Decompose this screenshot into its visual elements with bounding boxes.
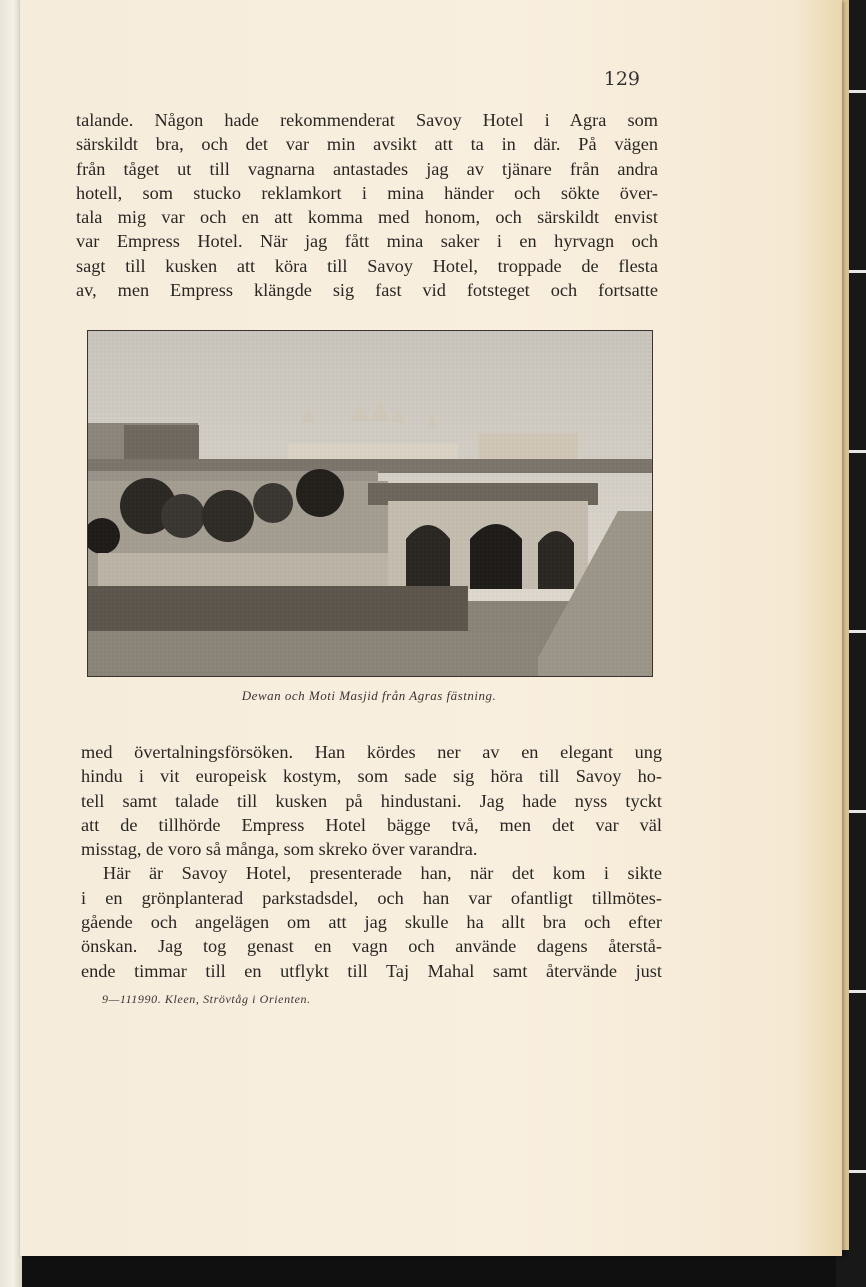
text-line: önskan. Jag tog genast en vagn och använde dagens återstå-: [81, 936, 662, 957]
text-line: sagt till kusken att köra till Savoy Hotel, troppade de flesta: [76, 255, 658, 276]
text-line: tell samt talade till kusken på hindustani. Jag hade nyss tyckt: [81, 790, 662, 811]
halftone-photograph: [87, 330, 653, 677]
page-number: 129: [603, 68, 640, 90]
text-line: Här är Savoy Hotel, presenterade han, när det kom i sikte: [103, 863, 662, 884]
printer-signature: 9—111990. Kleen, Strövtåg i Orienten.: [102, 992, 311, 1006]
figure-caption: Dewan och Moti Masjid från Agras fästning.: [241, 688, 497, 703]
fort-illustration: [88, 331, 652, 676]
text-line: särskildt bra, och det var min avsikt att ta in där. På vägen: [76, 134, 658, 155]
previous-page-edge: [0, 0, 22, 1287]
paragraph-2: [81, 740, 662, 983]
text-line: att de tillhörde Empress Hotel bägge två, men det var väl: [81, 814, 662, 835]
text-line: talande. Någon hade rekommenderat Savoy Hotel i Agra som: [76, 110, 658, 130]
text-line: hindu i vit europeisk kostym, som sade sig höra till Savoy ho-: [81, 766, 662, 787]
text-line: tala mig var och en att komma med honom, och särskildt envist: [76, 207, 658, 228]
paragraph-1: [76, 108, 658, 302]
text-line: i en grönplanterad parkstadsdel, och han var ofantligt tillmötes-: [81, 887, 662, 908]
text-line: med övertalningsförsöken. Han kördes ner av en elegant ung: [81, 742, 662, 762]
text-line: var Empress Hotel. När jag fått mina saker i en hyrvagn och: [76, 231, 658, 252]
text-line: av, men Empress klängde sig fast vid fotsteget och fortsatte: [76, 280, 658, 301]
text-line: hotell, som stucko reklamkort i mina händer och sökte över-: [76, 182, 658, 203]
text-line-last: misstag, de voro så många, som skreko över varandra.: [81, 839, 478, 860]
text-line: från tåget ut till vagnarna antastades jag av tjänare från andra: [76, 158, 658, 179]
text-line: gående och angelägen om att jag skulle ha allt bra och efter: [81, 912, 662, 933]
text-line: ende timmar till en utflykt till Taj Mahal samt återvände just: [81, 960, 662, 981]
